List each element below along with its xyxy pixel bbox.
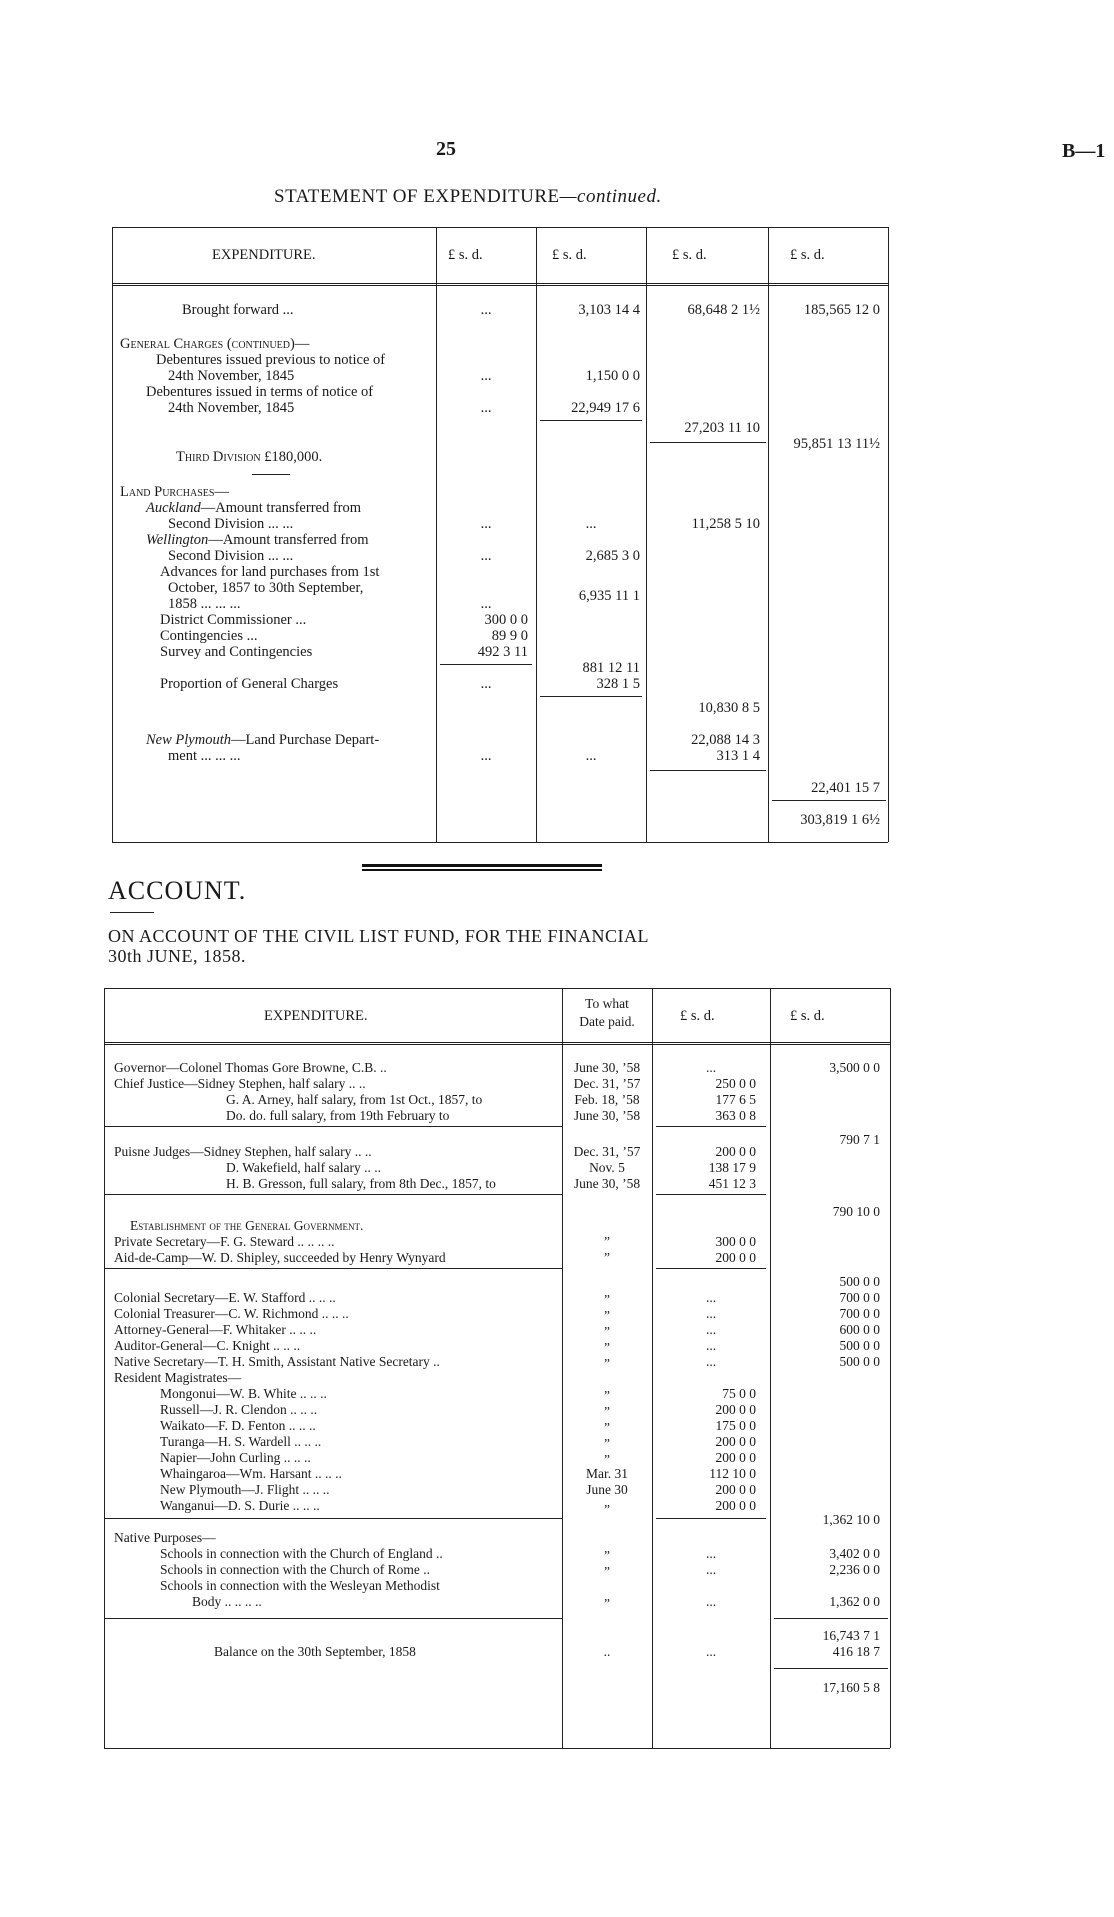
table-row: Wanganui—D. S. Durie .. .. .. bbox=[160, 1498, 320, 1513]
rule bbox=[656, 1518, 766, 1519]
rule bbox=[112, 283, 888, 284]
cell: 27,203 11 10 bbox=[684, 420, 760, 436]
cell: 2,685 3 0 bbox=[585, 548, 640, 564]
separator-rule bbox=[362, 869, 602, 871]
date-cell: ” bbox=[604, 1234, 610, 1249]
rule bbox=[104, 988, 890, 989]
cell: ... bbox=[480, 596, 492, 612]
table-row: Attorney-General—F. Whitaker .. .. .. bbox=[114, 1322, 317, 1337]
table-row: Russell—J. R. Clendon .. .. .. bbox=[160, 1402, 318, 1417]
cell: 363 0 8 bbox=[715, 1108, 756, 1123]
col-lsd: £ s. d. bbox=[790, 1008, 825, 1024]
account-subtitle: 30th JUNE, 1858. bbox=[108, 946, 246, 966]
date-cell: ” bbox=[604, 1324, 610, 1339]
col-date: Date paid. bbox=[579, 1014, 635, 1029]
date-cell: ” bbox=[604, 1420, 610, 1435]
cell: 416 18 7 bbox=[832, 1644, 880, 1659]
cell: ... bbox=[480, 548, 492, 564]
date-cell: ” bbox=[604, 1596, 610, 1611]
rule bbox=[772, 800, 886, 801]
table-row: Schools in connection with the Wesleyan Methodist bbox=[160, 1578, 440, 1593]
cell: 303,819 1 6½ bbox=[800, 812, 880, 828]
row-label: Auckland—Amount transferred from bbox=[146, 500, 362, 516]
row-label: Debentures issued in terms of notice of bbox=[146, 384, 374, 400]
rule bbox=[252, 474, 290, 475]
table-row: Turanga—H. S. Wardell .. .. .. bbox=[160, 1434, 322, 1449]
rule bbox=[768, 227, 769, 842]
rule bbox=[650, 770, 766, 771]
cell: ... bbox=[480, 400, 492, 416]
rule bbox=[104, 1268, 562, 1269]
cell: 175 0 0 bbox=[715, 1418, 756, 1433]
rule bbox=[112, 227, 113, 842]
cell: ... bbox=[705, 1644, 717, 1659]
cell: 89 9 0 bbox=[491, 628, 528, 644]
section-label: Native Purposes— bbox=[114, 1530, 216, 1545]
cell: ... bbox=[705, 1306, 717, 1321]
cell: 68,648 2 1½ bbox=[687, 302, 760, 318]
cell: 313 1 4 bbox=[716, 748, 760, 764]
cell: 200 0 0 bbox=[715, 1450, 756, 1465]
date-cell: June 30, ’58 bbox=[573, 1176, 641, 1191]
cell: 10,830 8 5 bbox=[698, 700, 760, 716]
table-row: Auditor-General—C. Knight .. .. .. bbox=[114, 1338, 301, 1353]
col-expenditure: EXPENDITURE. bbox=[264, 1008, 368, 1024]
cell: 200 0 0 bbox=[715, 1482, 756, 1497]
section-label: Resident Magistrates— bbox=[114, 1370, 242, 1385]
rule bbox=[104, 1618, 562, 1619]
cell: 300 0 0 bbox=[484, 612, 528, 628]
table-row: Aid-de-Camp—W. D. Shipley, succeeded by Henry Wynyard bbox=[114, 1250, 446, 1265]
rule bbox=[104, 988, 105, 1748]
cell: ... bbox=[585, 748, 597, 764]
table-row: Do. do. full salary, from 19th February to bbox=[226, 1108, 450, 1123]
grand-total: 17,160 5 8 bbox=[822, 1680, 880, 1695]
row-label: Second Division ... ... bbox=[168, 516, 294, 532]
cell: 95,851 13 11½ bbox=[793, 436, 880, 452]
rule bbox=[888, 227, 889, 842]
rule bbox=[774, 1618, 888, 1619]
cell: ... bbox=[705, 1290, 717, 1305]
cell: 112 10 0 bbox=[709, 1466, 756, 1481]
date-cell: ” bbox=[604, 1404, 610, 1419]
table-row: Puisne Judges—Sidney Stephen, half salary .. .. bbox=[114, 1144, 372, 1159]
cell: 881 12 11 bbox=[582, 660, 640, 676]
table-row: New Plymouth—J. Flight .. .. .. bbox=[160, 1482, 330, 1497]
cell: ... bbox=[480, 302, 492, 318]
table-row: Governor—Colonel Thomas Gore Browne, C.B. .. bbox=[114, 1060, 387, 1075]
cell: 492 3 11 bbox=[477, 644, 528, 660]
rule bbox=[774, 1668, 888, 1669]
table-row: H. B. Gresson, full salary, from 8th Dec., 1857, to bbox=[226, 1176, 496, 1191]
date-cell: ” bbox=[604, 1548, 610, 1563]
rule bbox=[890, 988, 891, 1748]
separator-rule bbox=[362, 864, 602, 867]
document-code: B—1 bbox=[1062, 140, 1106, 162]
cell: 11,258 5 10 bbox=[691, 516, 760, 532]
page-number: 25 bbox=[436, 138, 456, 160]
account-subtitle: ON ACCOUNT OF THE CIVIL LIST FUND, FOR THE FINANCIAL bbox=[108, 926, 650, 946]
cell: ... bbox=[480, 368, 492, 384]
rule bbox=[110, 912, 154, 913]
row-label: Survey and Contingencies bbox=[160, 644, 313, 660]
row-label: 1858 ... ... ... bbox=[168, 596, 241, 612]
table-row: D. Wakefield, half salary .. .. bbox=[226, 1160, 381, 1175]
cell: 185,565 12 0 bbox=[803, 302, 880, 318]
cell: 6,935 11 1 bbox=[578, 588, 640, 604]
date-cell: ” bbox=[604, 1502, 610, 1517]
row-label: Debentures issued previous to notice of bbox=[156, 352, 386, 368]
row-label: ment ... ... ... bbox=[168, 748, 241, 764]
rule bbox=[104, 1126, 562, 1127]
col-expenditure: EXPENDITURE. bbox=[212, 247, 316, 263]
table-row: Colonial Secretary—E. W. Stafford .. .. .. bbox=[114, 1290, 336, 1305]
subtotal: 790 7 1 bbox=[839, 1132, 880, 1147]
rule bbox=[540, 696, 642, 697]
cell: 22,401 15 7 bbox=[811, 780, 880, 796]
rule bbox=[104, 1748, 890, 1749]
cell: 1,362 0 0 bbox=[829, 1594, 880, 1609]
date-cell: ” bbox=[604, 1356, 610, 1371]
account-heading: ACCOUNT. bbox=[108, 876, 247, 905]
subtotal: 790 10 0 bbox=[832, 1204, 880, 1219]
date-cell: Mar. 31 bbox=[586, 1466, 628, 1481]
date-cell: Feb. 18, ’58 bbox=[574, 1092, 640, 1107]
cell: 22,088 14 3 bbox=[691, 732, 760, 748]
row-label: Second Division ... ... bbox=[168, 548, 294, 564]
cell: 700 0 0 bbox=[839, 1306, 880, 1321]
col-date: To what bbox=[585, 996, 629, 1011]
row-label: Contingencies ... bbox=[160, 628, 258, 644]
row-label: Proportion of General Charges bbox=[160, 676, 339, 692]
cell: 200 0 0 bbox=[715, 1402, 756, 1417]
cell: 700 0 0 bbox=[839, 1290, 880, 1305]
section-label: Establishment of the General Government. bbox=[130, 1218, 364, 1233]
row-label: 24th November, 1845 bbox=[168, 368, 295, 384]
rule bbox=[112, 285, 888, 286]
table-row: Private Secretary—F. G. Steward .. .. .. .. bbox=[114, 1234, 335, 1249]
cell: 138 17 9 bbox=[708, 1160, 756, 1175]
table-row: G. A. Arney, half salary, from 1st Oct., 1857, to bbox=[226, 1092, 483, 1107]
date-cell: ” bbox=[604, 1564, 610, 1579]
rule bbox=[112, 842, 888, 843]
cell: ... bbox=[480, 676, 492, 692]
row-label: 24th November, 1845 bbox=[168, 400, 295, 416]
cell: ... bbox=[480, 516, 492, 532]
table-row: Chief Justice—Sidney Stephen, half salary .. .. bbox=[114, 1076, 366, 1091]
col-lsd: £ s. d. bbox=[790, 247, 825, 263]
cell: ... bbox=[705, 1354, 717, 1369]
cell: 500 0 0 bbox=[839, 1338, 880, 1353]
subtotal: 500 0 0 bbox=[839, 1274, 880, 1289]
cell: ... bbox=[585, 516, 597, 532]
date-cell: Dec. 31, ’57 bbox=[573, 1076, 641, 1091]
rule bbox=[540, 420, 642, 421]
date-cell: ” bbox=[604, 1340, 610, 1355]
rule bbox=[112, 227, 888, 228]
date-cell: ” bbox=[604, 1250, 610, 1265]
row-label: October, 1857 to 30th September, bbox=[168, 580, 364, 596]
rule bbox=[656, 1194, 766, 1195]
date-cell: ” bbox=[604, 1308, 610, 1323]
row-label: Wellington—Amount transferred from bbox=[146, 532, 369, 548]
col-lsd: £ s. d. bbox=[680, 1008, 715, 1024]
table-row: Schools in connection with the Church of England .. bbox=[160, 1546, 443, 1561]
table-row: Napier—John Curling .. .. .. bbox=[160, 1450, 311, 1465]
date-cell: .. bbox=[603, 1644, 611, 1659]
rule bbox=[650, 442, 766, 443]
row-label: General Charges (continued)— bbox=[120, 336, 310, 352]
table-row: Waikato—F. D. Fenton .. .. .. bbox=[160, 1418, 316, 1433]
row-label: Brought forward ... bbox=[182, 302, 294, 318]
col-lsd: £ s. d. bbox=[448, 247, 483, 263]
table-row: Mongonui—W. B. White .. .. .. bbox=[160, 1386, 327, 1401]
cell: 200 0 0 bbox=[715, 1498, 756, 1513]
statement-title: STATEMENT OF EXPENDITURE—continued. bbox=[274, 186, 662, 207]
date-cell: Dec. 31, ’57 bbox=[573, 1144, 641, 1159]
cell: 200 0 0 bbox=[715, 1250, 756, 1265]
rule bbox=[440, 664, 532, 665]
section-label: Third Division £180,000. bbox=[176, 449, 323, 465]
rule bbox=[104, 1518, 562, 1519]
cell: ... bbox=[705, 1338, 717, 1353]
cell: 600 0 0 bbox=[839, 1322, 880, 1337]
cell: ... bbox=[705, 1546, 717, 1561]
cell: ... bbox=[705, 1322, 717, 1337]
rule bbox=[104, 1194, 562, 1195]
cell: ... bbox=[705, 1060, 717, 1075]
cell: 3,103 14 4 bbox=[578, 302, 640, 318]
cell: 451 12 3 bbox=[708, 1176, 756, 1191]
row-label: New Plymouth—Land Purchase Depart- bbox=[146, 732, 380, 748]
row-label: District Commissioner ... bbox=[160, 612, 307, 628]
cell: 177 6 5 bbox=[715, 1092, 756, 1107]
cell: 300 0 0 bbox=[715, 1234, 756, 1249]
cell: 1,150 0 0 bbox=[585, 368, 640, 384]
rule bbox=[104, 1042, 890, 1043]
date-cell: Nov. 5 bbox=[589, 1160, 625, 1175]
cell: 200 0 0 bbox=[715, 1434, 756, 1449]
rule bbox=[104, 1044, 890, 1045]
date-cell: June 30 bbox=[586, 1482, 628, 1497]
cell: 200 0 0 bbox=[715, 1144, 756, 1159]
subtotal: 1,362 10 0 bbox=[822, 1512, 880, 1527]
cell: 3,500 0 0 bbox=[829, 1060, 880, 1075]
cell: ... bbox=[705, 1594, 717, 1609]
date-cell: June 30, ’58 bbox=[573, 1060, 641, 1075]
sum: 16,743 7 1 bbox=[822, 1628, 880, 1643]
cell: 22,949 17 6 bbox=[571, 400, 640, 416]
table-row: Body .. .. .. .. bbox=[192, 1594, 262, 1609]
date-cell: ” bbox=[604, 1292, 610, 1307]
date-cell: June 30, ’58 bbox=[573, 1108, 641, 1123]
cell: 75 0 0 bbox=[722, 1386, 756, 1401]
row-label: Advances for land purchases from 1st bbox=[160, 564, 380, 580]
section-label: Land Purchases— bbox=[120, 484, 229, 500]
rule bbox=[656, 1126, 766, 1127]
rule bbox=[656, 1268, 766, 1269]
date-cell: ” bbox=[604, 1436, 610, 1451]
table-row: Schools in connection with the Church of Rome .. bbox=[160, 1562, 430, 1577]
col-lsd: £ s. d. bbox=[552, 247, 587, 263]
cell: 2,236 0 0 bbox=[829, 1562, 880, 1577]
table-row: Colonial Treasurer—C. W. Richmond .. .. .. bbox=[114, 1306, 349, 1321]
cell: 250 0 0 bbox=[715, 1076, 756, 1091]
date-cell: ” bbox=[604, 1388, 610, 1403]
balance-label: Balance on the 30th September, 1858 bbox=[214, 1644, 416, 1659]
date-cell: ” bbox=[604, 1452, 610, 1467]
table-row: Native Secretary—T. H. Smith, Assistant Native Secretary .. bbox=[114, 1354, 440, 1369]
col-lsd: £ s. d. bbox=[672, 247, 707, 263]
cell: ... bbox=[480, 748, 492, 764]
cell: 500 0 0 bbox=[839, 1354, 880, 1369]
cell: ... bbox=[705, 1562, 717, 1577]
cell: 3,402 0 0 bbox=[829, 1546, 880, 1561]
cell: 328 1 5 bbox=[596, 676, 640, 692]
table-row: Whaingaroa—Wm. Harsant .. .. .. bbox=[160, 1466, 342, 1481]
